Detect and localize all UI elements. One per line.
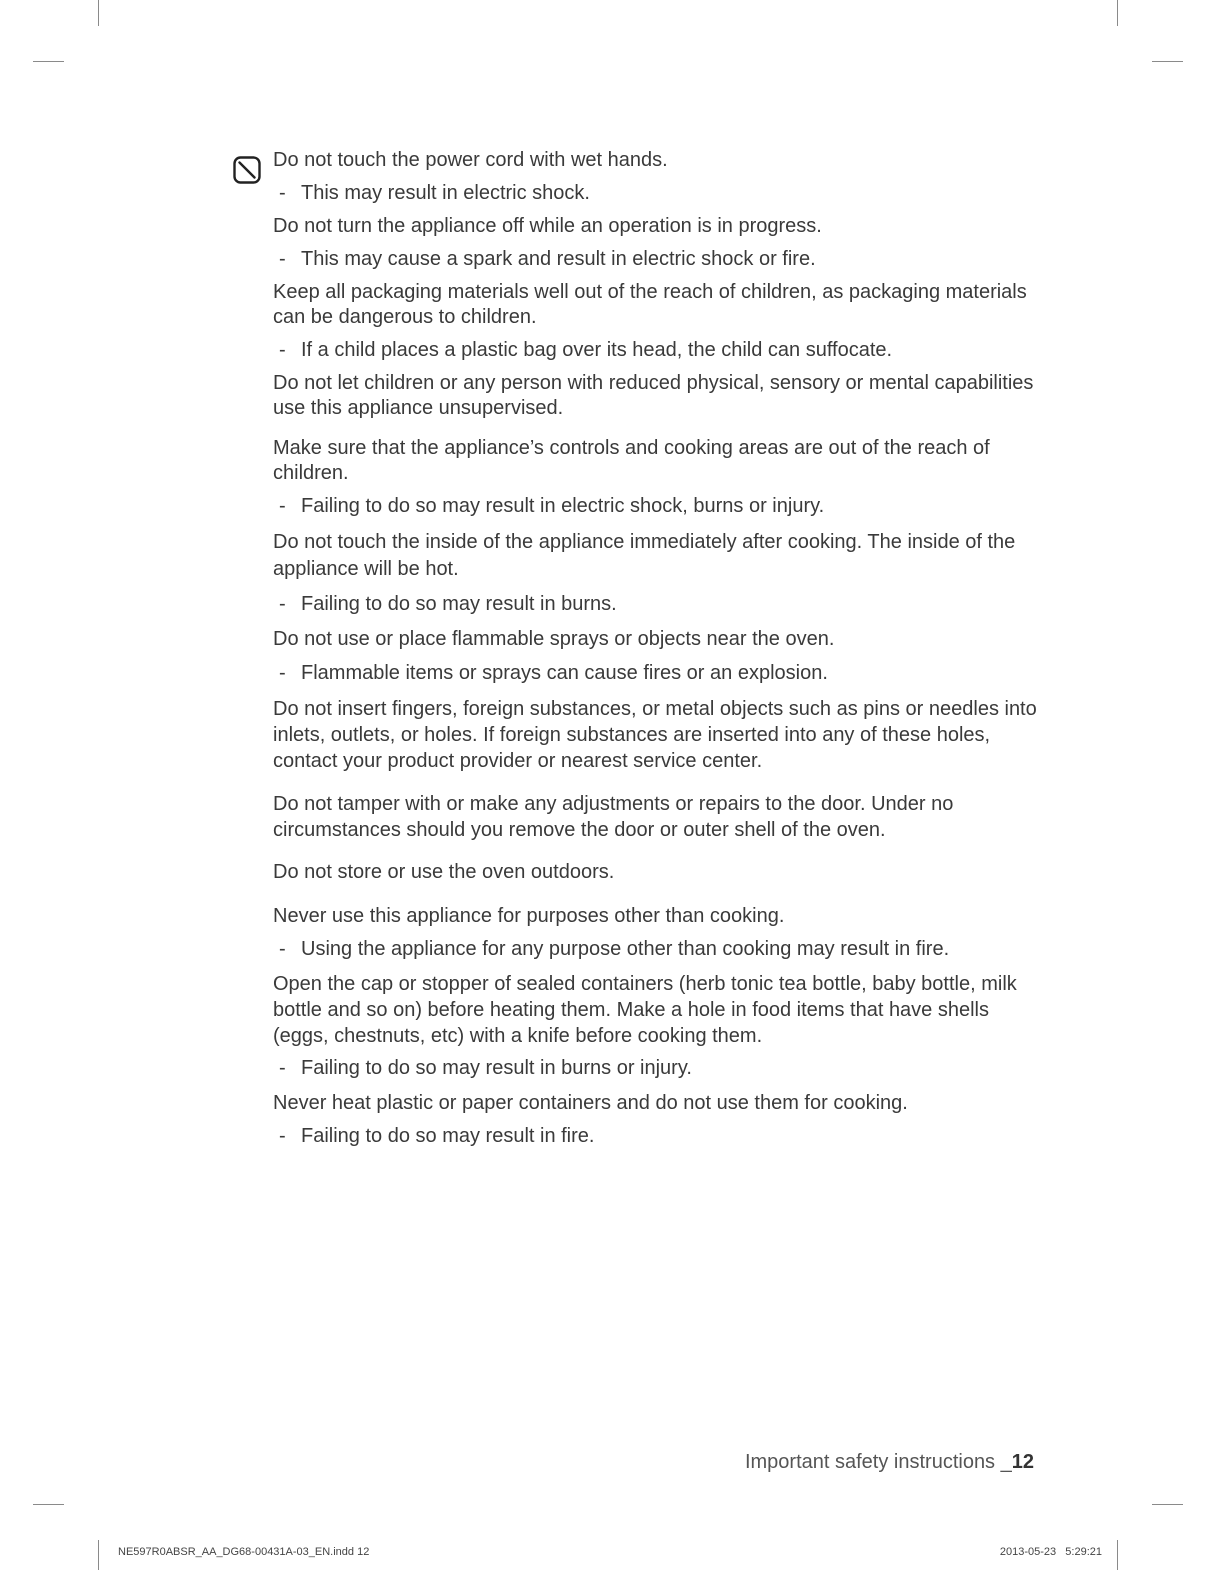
instruction: Do not store or use the oven outdoors. [273,861,615,883]
instruction-consequence: - Failing to do so may result in fire. [273,1124,1043,1149]
prohibition-icon [233,156,261,184]
print-slug-timestamp: 2013-05-23 5:29:21 [999,1546,1102,1558]
crop-mark [98,1540,99,1570]
crop-mark [98,0,99,26]
print-slug-filename: NE597R0ABSR_AA_DG68-00431A-03_EN.indd 12 [118,1546,370,1558]
instruction-consequence: - If a child places a plastic bag over its head, the child can suffocate. [273,338,1043,363]
instruction: Make sure that the appliance’s controls and cooking areas are out of the reach of children. [273,437,990,484]
instruction-consequence: - This may result in electric shock. [273,181,1043,206]
footer-section-title [745,1451,1034,1474]
instruction-consequence: - Flammable items or sprays can cause fires or an explosion. [273,661,1043,686]
instruction: Never use this appliance for purposes other than cooking. [273,905,785,927]
instruction-consequence: - Using the appliance for any purpose other than cooking may result in fire. [273,937,1043,962]
page-number: 12 [1011,1451,1034,1473]
instruction: Do not touch the power cord with wet hands. [273,149,668,171]
crop-mark [33,61,64,62]
instruction: Do not let children or any person with reduced physical, sensory or mental capabilities use this appliance unsupervised. [273,372,1034,419]
instruction-consequence: - Failing to do so may result in burns. [273,592,1043,617]
instruction-consequence: - This may cause a spark and result in electric shock or fire. [273,247,1043,272]
crop-mark [33,1504,64,1505]
crop-mark [1117,1540,1118,1570]
safety-instructions [273,148,1043,1149]
instruction: Do not insert fingers, foreign substances, or metal objects such as pins or needles into inlets, outlets, or holes. If foreign substances are inserted into any of these holes, contact your product provider or nearest service center. [273,698,1037,772]
footer-title-text: Important safety instructions _ [744,1451,1012,1473]
crop-mark [1152,61,1183,62]
instruction-consequence: - Failing to do so may result in burns or injury. [273,1056,1043,1081]
instruction: Open the cap or stopper of sealed containers (herb tonic tea bottle, baby bottle, milk bottle and so on) before heating them. Make a hole in food items that have shells (eggs, chestnuts, etc) with a knife before cooking them. [273,973,1017,1047]
instruction: Never heat plastic or paper containers and do not use them for cooking. [273,1092,908,1114]
instruction: Do not tamper with or make any adjustments or repairs to the door. Under no circumstances should you remove the door or outer shell of the oven. [273,793,954,841]
instruction: Keep all packaging materials well out of the reach of children, as packaging materials can be dangerous to children. [273,281,1027,328]
instruction-consequence: - Failing to do so may result in electric shock, burns or injury. [273,494,1043,519]
crop-mark [1117,0,1118,26]
crop-mark [1152,1504,1183,1505]
instruction: Do not use or place flammable sprays or objects near the oven. [273,628,835,650]
instruction: Do not turn the appliance off while an operation is in progress. [273,215,822,237]
instruction: Do not touch the inside of the appliance immediately after cooking. The inside of the appliance will be hot. [273,531,1016,580]
